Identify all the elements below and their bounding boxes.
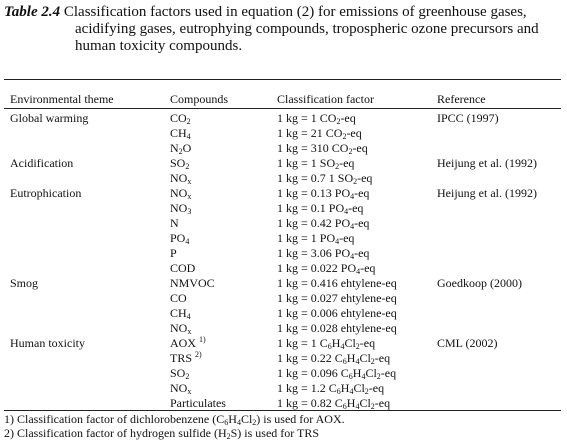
table-row [0,126,567,141]
reference-cell: Heijung et al. (1992) [437,186,537,200]
reference-cell: Heijung et al. (1992) [437,156,537,170]
factor-cell: 1 kg = 0.42 $PO_4-eq$ [277,216,370,231]
factor-cell: 1 kg = 1.2 $C_6H_4Cl_2-eq$ [277,381,385,396]
table-row [0,336,567,351]
table-row [0,246,567,261]
factor-cell: 1 kg = 1 $C_6H_4Cl_2-eq$ [277,336,376,351]
table-row [0,141,567,156]
header-reference: Reference [437,92,486,106]
top-rule [4,79,561,80]
compound-cell: TRS $^{2)}$ [170,350,202,365]
theme-cell: Global warming [10,111,89,125]
table-row [0,291,567,306]
table-row [0,171,567,186]
compound-cell: $CH_4$ [170,306,191,321]
factor-cell: 1 kg = 0.22 $C_6H_4Cl_2-eq$ [277,351,391,366]
compound-cell: P [170,246,177,260]
factor-cell: 1 kg = 0.006 ehtylene-eq [277,306,397,320]
compound-cell: CO [170,291,187,305]
factor-cell: 1 kg = 0.028 ehtylene-eq [277,321,397,335]
compound-cell: AOX $^{1)}$ [170,335,206,350]
classification-table-body [0,111,567,411]
table-label: Table 2.4 [4,4,61,20]
compound-cell: $CO_2$ [170,111,191,126]
compound-cell: $NO_x$ [170,186,192,201]
table-row [0,351,567,366]
compound-cell: $SO_2$ [170,156,190,171]
caption-line-2: acidifying gases, eutrophying compounds, tropospheric ozone precursors and [75,21,539,37]
compound-cell: $PO_4$ [170,231,190,246]
header-rule [4,108,561,109]
compound-cell: $NO_x$ [170,171,192,186]
theme-cell: Smog [10,276,39,290]
factor-cell: 1 kg = 0.022 $PO_4-eq$ [277,261,376,276]
reference-cell: Goedkoop (2000) [437,276,522,290]
table-row [0,186,567,201]
theme-cell: Eutrophication [10,186,82,200]
table-row [0,321,567,336]
table-row [0,156,567,171]
compound-cell: $NO_3$ [170,201,192,216]
compound-cell: $NO_x$ [170,381,192,396]
table-row [0,111,567,126]
table-row [0,276,567,291]
factor-cell: 1 kg = 21 $CO_2-eq$ [277,126,362,141]
bottom-rule [4,410,561,411]
compound-cell: Particulates [170,396,226,410]
table-caption [4,4,560,55]
compound-cell: $SO_2$ [170,366,190,381]
footnotes [4,412,345,440]
footnote-1: 1) Classification factor of dichlorobenzene $(C_6H_4Cl_2)$ is used for AOX. [4,412,345,427]
table-row [0,381,567,396]
reference-cell: CML (2002) [437,336,498,350]
factor-cell: 1 kg = 0.1 $PO_4-eq$ [277,201,364,216]
table-row [0,216,567,231]
factor-cell: 1 kg = 310 $CO_2-eq$ [277,141,368,156]
compound-cell: $CH_4$ [170,126,191,141]
factor-cell: 1 kg = 0.82 $C_6H_4Cl_2-eq$ [277,396,391,411]
factor-cell: 1 kg = 0.027 ehtylene-eq [277,291,397,305]
caption-line-3: human toxicity compounds. [75,38,243,54]
factor-cell: 1 kg = 0.096 $C_6H_4Cl_2-eq$ [277,366,397,381]
factor-cell: 1 kg = 0.416 ehtylene-eq [277,276,397,290]
factor-cell: 1 kg = 1 $CO_2-eq$ [277,111,356,126]
theme-cell: Acidification [10,156,74,170]
factor-cell: 1 kg = 0.7 1 $SO_2-eq$ [277,171,373,186]
footnote-2: 2) Classification factor of hydrogen sulfide $(H_2S)$ is used for TRS [4,426,320,441]
compound-cell: $NO_x$ [170,321,192,336]
compound-cell: NMVOC [170,276,215,290]
compound-cell: $N_2O$ [170,141,192,156]
table-row [0,306,567,321]
compound-cell: N [170,216,179,230]
table-row [0,201,567,216]
header-compounds: Compounds [170,92,229,106]
header-environmental-theme: Environmental theme [10,92,114,106]
theme-cell: Human toxicity [10,336,85,350]
table-row [0,366,567,381]
caption-line-1: Classification factors used in equation (2) for emissions of greenhouse gases, [63,4,527,20]
reference-cell: IPCC (1997) [437,111,499,125]
factor-cell: 1 kg = 1 $SO_2-eq$ [277,156,355,171]
factor-cell: 1 kg = 1 $PO_4-eq$ [277,231,355,246]
table-row [0,231,567,246]
factor-cell: 1 kg = 0.13 $PO_4-eq$ [277,186,370,201]
factor-cell: 1 kg = 3.06 $PO_4-eq$ [277,246,370,261]
table-row [0,396,567,411]
header-classification-factor: Classification factor [277,92,374,106]
compound-cell: COD [170,261,196,275]
table-row [0,261,567,276]
